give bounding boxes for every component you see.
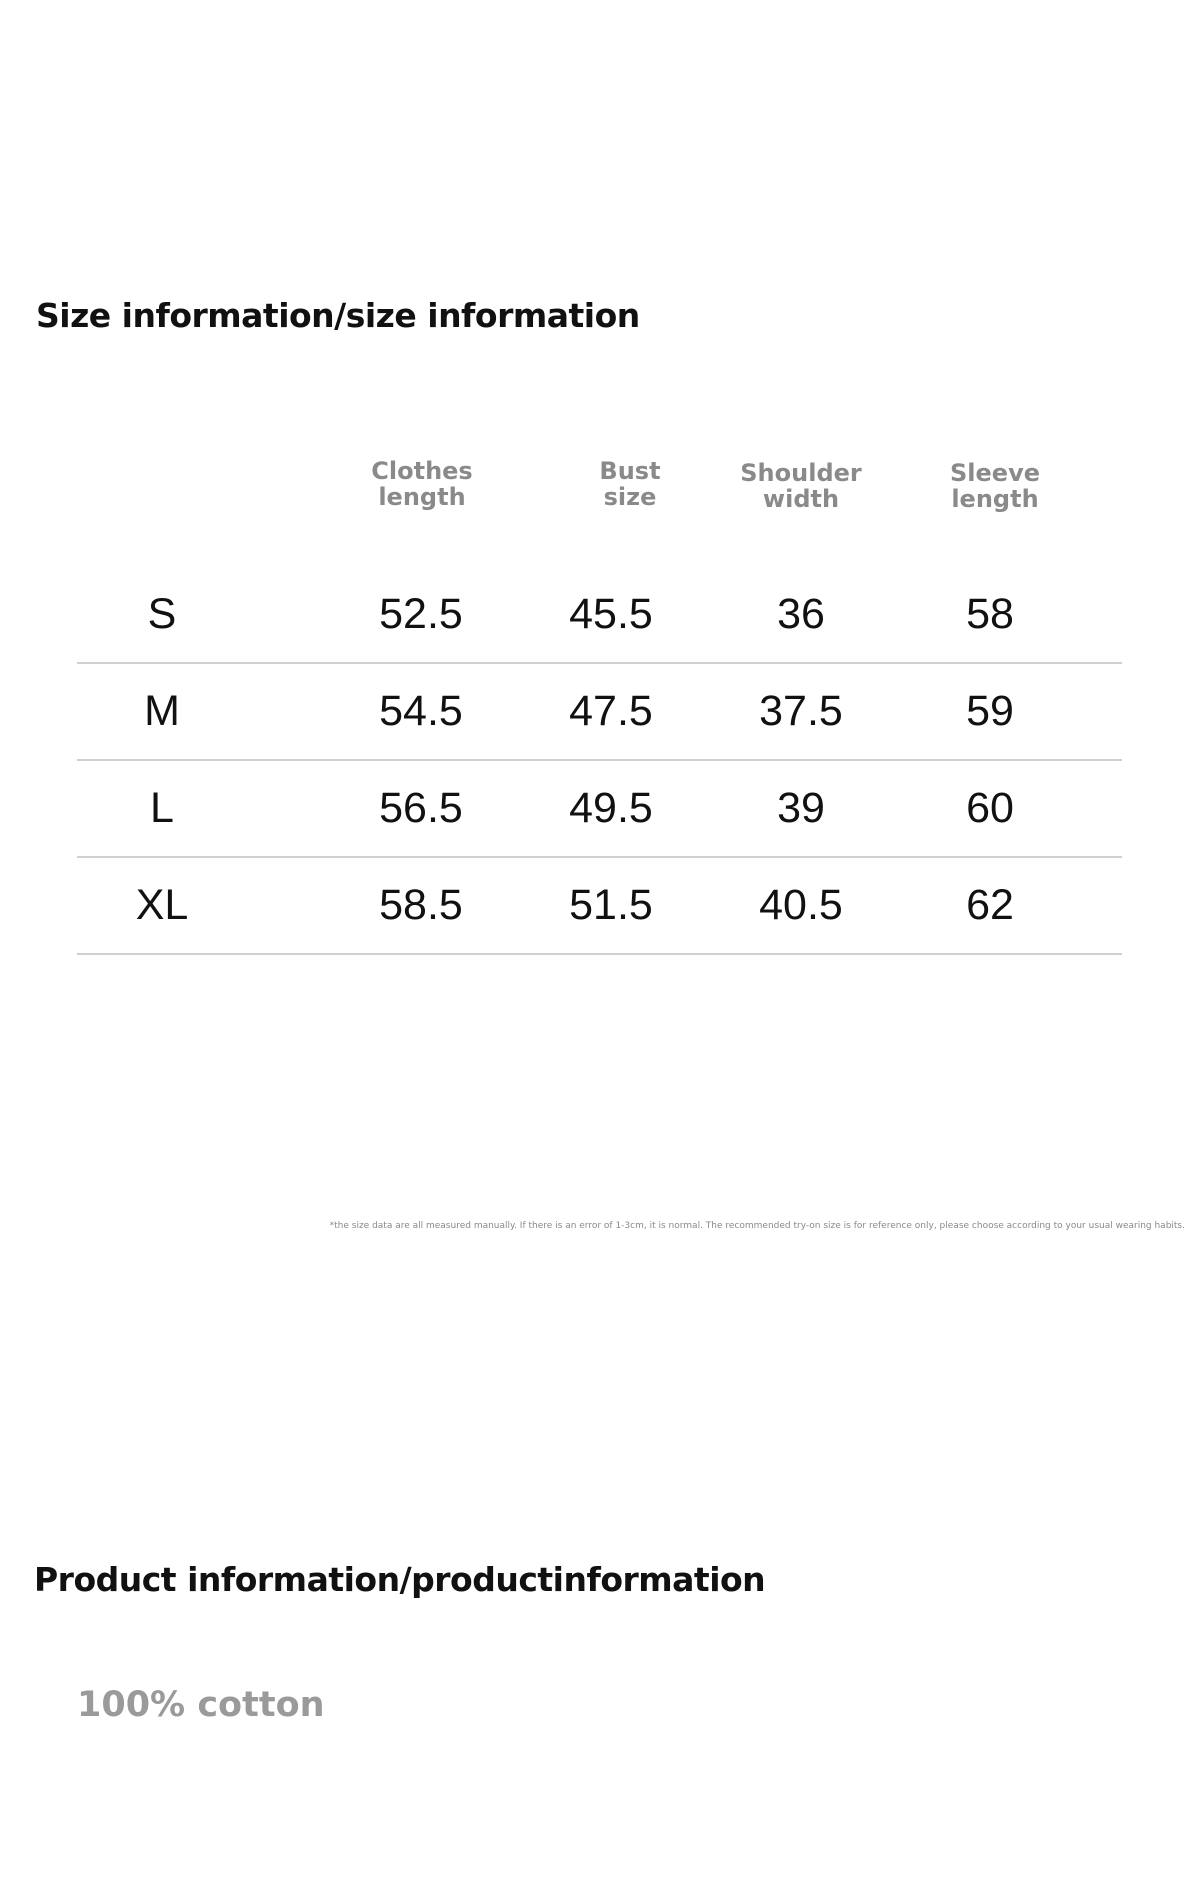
sleeve-length-value: 59: [966, 687, 1014, 735]
sleeve-length-value: 58: [966, 590, 1014, 638]
bust-size-value: 47.5: [569, 687, 653, 735]
size-row-m: [77, 664, 1122, 761]
shoulder-width-value: 36: [777, 590, 825, 638]
row-divider: [77, 953, 1122, 955]
size-row-s: [77, 567, 1122, 664]
size-measurement-note: *the size data are all measured manually. If there is an error of 1-3cm, it is normal. The recommended try-on size is for reference only, please choose according to your usual wearing habits.: [329, 1221, 1185, 1231]
header-bust-size: Bust size: [599, 457, 661, 511]
header-shoulder-width: Shoulder width: [740, 459, 862, 513]
shoulder-width-value: 39: [777, 784, 825, 832]
size-information-title: Size information/size information: [36, 296, 640, 335]
size-label: M: [144, 687, 180, 735]
shoulder-width-value: 40.5: [759, 881, 843, 929]
clothes-length-value: 54.5: [379, 687, 463, 735]
bust-size-value: 51.5: [569, 881, 653, 929]
size-row-xl: [77, 858, 1122, 955]
size-row-l: [77, 761, 1122, 858]
clothes-length-value: 52.5: [379, 590, 463, 638]
size-label: S: [147, 590, 177, 638]
shoulder-width-value: 37.5: [759, 687, 843, 735]
sleeve-length-value: 60: [966, 784, 1014, 832]
header-sleeve-length: Sleeve length: [950, 459, 1040, 513]
bust-size-value: 45.5: [569, 590, 653, 638]
material-composition: 100% cotton: [77, 1685, 325, 1725]
sleeve-length-value: 62: [966, 881, 1014, 929]
size-label: XL: [135, 881, 189, 929]
header-clothes-length: Clothes length: [371, 457, 473, 511]
product-information-title: Product information/productinformation: [34, 1560, 766, 1599]
size-label: L: [150, 784, 174, 832]
bust-size-value: 49.5: [569, 784, 653, 832]
clothes-length-value: 58.5: [379, 881, 463, 929]
clothes-length-value: 56.5: [379, 784, 463, 832]
